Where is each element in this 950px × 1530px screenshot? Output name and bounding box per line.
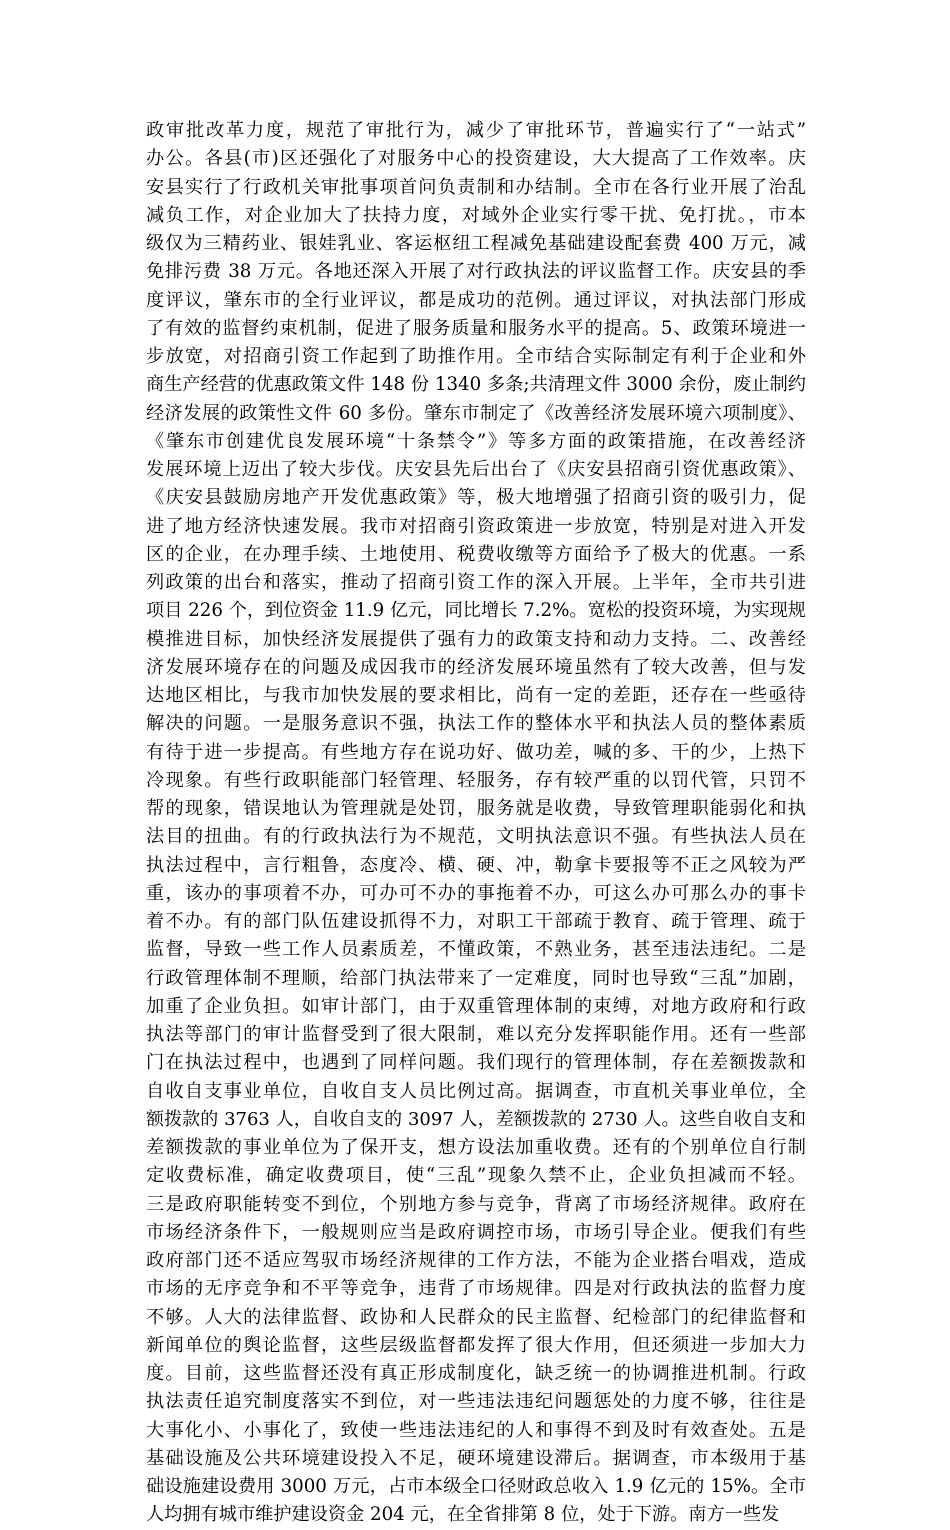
- text-line: 法目的扭曲。有的行政执法行为不规范，文明执法意识不强。有些执法人员在: [146, 826, 806, 848]
- text-line: 列政策的出台和落实，推动了招商引资工作的深入开展。上半年，全市共引进: [146, 572, 806, 593]
- text-line: 有待于进一步提高。有些地方存在说功好、做功差，喊的多、干的少，上热下: [146, 741, 806, 763]
- text-line: 监督，导致一些工作人员素质差，不懂政策，不熟业务，甚至违法违纪。二是: [146, 939, 806, 961]
- text-line: 执法过程中，言行粗鲁，态度冷、横、硬、冲，勒拿卡要报等不正之风较为严: [146, 854, 806, 876]
- text-line: 额拨款的 3763 人，自收自支的 3097 人，差额拨款的 2730 人。这些自收自支和: [146, 1108, 806, 1130]
- text-line: 《肇东市创建优良发展环境“十条禁令”》等多方面的政策措施，在改善经济: [146, 430, 806, 452]
- text-line: 差额拨款的事业单位为了保开支，想方设法加重收费。还有的个别单位自行制: [146, 1137, 806, 1158]
- text-line: 自收自支事业单位，自收自支人员比例过高。据调查，市直机关事业单位，全: [146, 1080, 806, 1102]
- text-line: 办公。各县(市)区还强化了对服务中心的投资建设，大大提高了工作效率。庆: [146, 148, 806, 170]
- text-line: 模推进目标，加快经济发展提供了强有力的政策支持和动力支持。二、改善经: [146, 628, 806, 650]
- text-line: 门在执法过程中，也遇到了同样问题。我们现行的管理体制，存在差额拨款和: [146, 1052, 806, 1074]
- text-line: 了有效的监督约束机制，促进了服务质量和服务水平的提高。5、政策环境进一: [146, 317, 806, 339]
- text-line: 大事化小、小事化了，致使一些违法违纪的人和事得不到及时有效查处。五是: [146, 1419, 806, 1441]
- text-line: 不够。人大的法律监督、政协和人民群众的民主监督、纪检部门的纪律监督和: [146, 1306, 806, 1328]
- text-line: 商生产经营的优惠政策文件 148 份 1340 多条;共清理文件 3000 余份，废止制约: [146, 374, 806, 396]
- text-line: 项目 226 个，到位资金 11.9 亿元，同比增长 7.2%。宽松的投资环境，为实现规: [146, 600, 806, 622]
- text-line: 步放宽，对招商引资工作起到了助推作用。全市结合实际制定有利于企业和外: [146, 346, 806, 367]
- text-line: 进了地方经济快速发展。我市对招商引资政策进一步放宽，特别是对进入开发: [146, 515, 806, 537]
- text-line: 市场的无序竞争和不平等竞争，违背了市场规律。四是对行政执法的监督力度: [146, 1278, 806, 1300]
- text-line: 安县实行了行政机关审批事项首问负责制和办结制。全市在各行业开展了治乱: [146, 176, 806, 198]
- text-line: 达地区相比，与我市加快发展的要求相比，尚有一定的差距，还存在一些亟待: [146, 685, 806, 706]
- text-line: 冷现象。有些行政职能部门轻管理、轻服务，存有较严重的以罚代管，只罚不: [146, 769, 806, 791]
- text-line: 《庆安县鼓励房地产开发优惠政策》等，极大地增强了招商引资的吸引力，促: [146, 487, 806, 509]
- text-line: 政府部门还不适应驾驭市场经济规律的工作方法，不能为企业搭台唱戏，造成: [146, 1250, 806, 1271]
- text-line: 级仅为三精药业、银娃乳业、客运枢纽工程减免基础建设配套费 400 万元，减: [146, 233, 806, 254]
- text-line: 执法等部门的审计监督受到了很大限制，难以充分发挥职能作用。还有一些部: [146, 1024, 806, 1045]
- text-line: 度。目前，这些监督还没有真正形成制度化，缺乏统一的协调推进机制。行政: [146, 1363, 806, 1384]
- text-line: 行政管理体制不理顺，给部门执法带来了一定难度，同时也导致“三乱”加剧，: [146, 967, 806, 989]
- text-line: 础设施建设费用 3000 万元，占市本级全口径财政总收入 1.9 亿元的 15%。全市: [146, 1476, 806, 1497]
- text-line: 三是政府职能转变不到位，个别地方参与竞争，背离了市场经济规律。政府在: [146, 1193, 806, 1215]
- text-line: 市场经济条件下，一般规则应当是政府调控市场，市场引导企业。便我们有些: [146, 1221, 806, 1243]
- text-line: 着不办。有的部门队伍建设抓得不力，对职工干部疏于教育、疏于管理、疏于: [146, 911, 806, 932]
- text-line: 区的企业，在办理手续、土地使用、税费收缴等方面给予了极大的优惠。一系: [146, 543, 806, 565]
- text-line: 执法责任追究制度落实不到位，对一些违法违纪问题惩处的力度不够，往往是: [146, 1391, 806, 1413]
- text-line: 减负工作，对企业加大了扶持力度，对域外企业实行零干扰、免打扰。，市本: [146, 204, 806, 226]
- body-text: [146, 117, 806, 1530]
- text-line: 人均拥有城市维护建设资金 204 元，在全省排第 8 位，处于下游。南方一些发: [146, 1504, 780, 1526]
- text-line: 解决的问题。一是服务意识不强，执法工作的整体水平和执法人员的整体素质: [146, 713, 806, 735]
- text-line: 政审批改革力度，规范了审批行为，减少了审批环节，普遍实行了“一站式”: [146, 120, 806, 141]
- text-line: 发展环境上迈出了较大步伐。庆安县先后出台了《庆安县招商引资优惠政策》、: [146, 459, 806, 480]
- text-line: 度评议，肇东市的全行业评议，都是成功的范例。通过评议，对执法部门形成: [146, 289, 806, 311]
- text-line: 加重了企业负担。如审计部门，由于双重管理体制的束缚，对地方政府和行政: [146, 995, 806, 1017]
- text-line: 定收费标准，确定收费项目，使“三乱”现象久禁不止，企业负担减而不轻。: [146, 1165, 806, 1187]
- text-line: 免排污费 38 万元。各地还深入开展了对行政执法的评议监督工作。庆安县的季: [146, 261, 806, 283]
- text-line: 基础设施及公共环境建设投入不足，硬环境建设滞后。据调查，市本级用于基: [146, 1447, 806, 1469]
- text-line: 新闻单位的舆论监督，这些层级监督都发挥了很大作用，但还须进一步加大力: [146, 1334, 806, 1356]
- text-line: 重，该办的事项着不办，可办可不办的事拖着不办，可这么办可那么办的事卡: [146, 882, 806, 904]
- text-line: 帮的现象，错误地认为管理就是处罚，服务就是收费，导致管理职能弱化和执: [146, 798, 806, 819]
- text-line: 经济发展的政策性文件 60 多份。肇东市制定了《改善经济发展环境六项制度》、: [146, 402, 806, 424]
- text-line: 济发展环境存在的问题及成因我市的经济发展环境虽然有了较大改善，但与发: [146, 656, 806, 678]
